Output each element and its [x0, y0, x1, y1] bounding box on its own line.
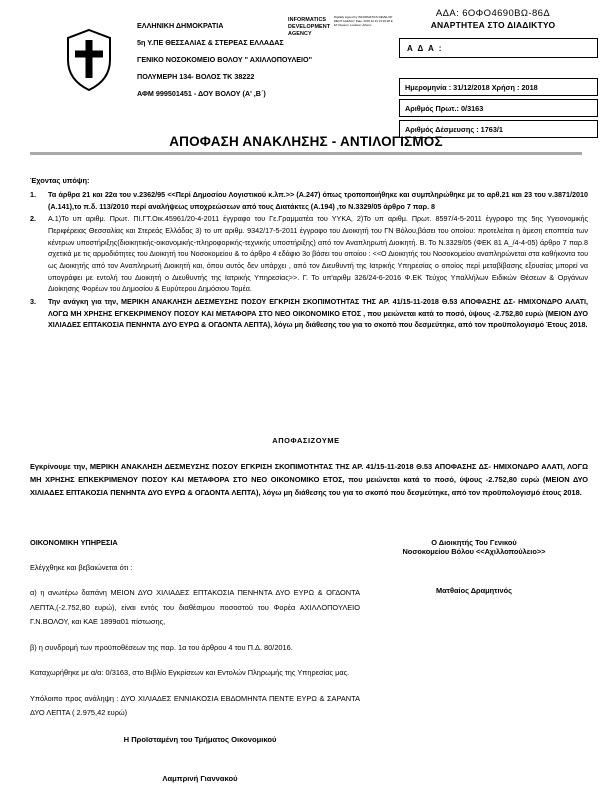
org-line-2: 5η Υ.ΠΕ ΘΕΣΣΑΛΙΑΣ & ΣΤΕΡΕΑΣ ΕΛΛΑΔΑΣ [137, 38, 284, 48]
financial-paragraph: β) η συνδρομή των προϋποθέσεων της παρ. 1α του άρθρου 4 του Π.Δ. 80/2016. [30, 642, 293, 652]
logo-line-3: AGENCY [288, 31, 312, 38]
org-line-5: ΑΦΜ 999501451 - ΔΟΥ ΒΟΛΟΥ (Α' ,Β΄) [137, 89, 266, 99]
body-lead: Έχοντας υπόψη: [30, 176, 90, 185]
director-title-line-2: Νοσοκομείου Βόλου <<Αχιλλοπούλειο>> [402, 547, 546, 556]
ada-header-block [388, 8, 598, 30]
legal-item [30, 296, 588, 331]
department-head-name: Λαμπρινή Γιαννακού [162, 774, 238, 783]
ada-field-box: Α Δ Α : [399, 38, 598, 58]
date-box: Ημερομηνία : 31/12/2018 Χρήση : 2018 [399, 78, 598, 96]
director-title-line-1: Ο Διοικητής Του Γενικού [431, 538, 517, 547]
ada-publication-notice: ΑΝΑΡΤΗΤΕΑ ΣΤΟ ΔΙΑΔΙΚΤΥΟ [430, 20, 556, 30]
decision-text: Εγκρίνουμε την, ΜΕΡΙΚΗ ΑΝΑΚΛΗΣΗ ΔΕΣΜΕΥΣΗΣ ΠΟΣΟΥ ΕΓΚΡΙΣΗ ΣΚΟΠΙΜΟΤΗΤΑΣ ΤΗΣ ΑΡ. 41/15-11-2018 Θ.53 ΑΠΟΦΑΣΗΣ ΔΣ- ΗΜΙΧΟΝΔΡΟ ΑΛΑΤΙ, ΛΟΓΩ ΜΗ ΧΡΗΣΗΣ ΕΠΚΕΚΡΙΜΕΝΟΥ ΠΟΣΟΥ ΚΑΙ ΜΕΤΑΦΟΡΑ ΣΤΟ ΝΕΟ ΟΙΚΟΝΟΜΙΚΟ ΕΤΟΣ, που μειώνεται κατά το ποσό, ύψους -2.752,80 ευρώ (ΜΕΙΟΝ ΔΥΟ ΧΙΛΙΑΔΕΣ ΕΠΤΑΚΟΣΙΑ ΠΕΝΗΝΤΑ ΔΥΟ ΕΥΡΩ & ΟΓΔΟΝΤΑ ΛΕΠΤΑ), λόγω μη διάθεσης του για το σκοπό που δεσμεύτηκε, από τον προϋπολογισμό έτους 2018. [30, 462, 588, 498]
financial-paragraph: Καταχωρήθηκε με α/α: 0/3163, στο Βιβλίο Εγκρίσεων και Εντολών Πληρωμής της Υπηρεσίας μας. [30, 668, 350, 678]
legal-item-text: Α.1)Το υπ αριθμ. Πρωτ. ΠΙ.ΓΤ.Οικ.45961/20-4-2011 έγγραφο του Γε.Γραμματέα του ΥΥΚΑ, 2)Το υπ αριθμ. Πρωτ. 8597/4-5-2011 έγγραφο της 5ης Υγειονομικής Περιφέρειας Θεσσαλίας και Στερεάς Ελλάδας 3) το υπ αριθμ. 9342/17-5-2011 έγγραφο του Διοικητή του ΓΝ Βόλου,βάσει του οποίου: προτελείται η άμεση εποπτεία των κέντρων υποστήριξης(διοικητικής-οικονομικής-πληροφορικής-τεχνικής υποστήριξης) από τον Αναπληρωτή Διοικητή. Β. Το Ν.3329/05 (ΦΕΚ 81 Α_/4-4-05) άρθρο 7 παρ.8 σχετικά με τις αρμοδιότητες του Διοικητή του Νοσοκομείου & το άρθρο 4 εδάφιο 3ο βάσει του οποίου : <<Ο Διοικητής του Νοσοκομείου αναπληρώνεται στα καθήκοντα του ως Διοικητής από τον Αναπληρωτή Διοικητή και, όπου αυτός δεν υπάρχει , από τον Διευθυντή της Ιατρικής Υπηρεσίας ο οποίος περί μεταβίβασης εξουσίας μπορεί να υπογράφει με εντολή του Διοικητή ο Διευθυντής της Ιατρικής Υπηρεσίας>>. Γ. Το υπ'αριθμ 326/24-6-2016 Φ.ΕΚ Τεύχος Υπαλλήλων Ειδικών Θέσεων & Οργάνων Διοίκησης Φορέων του Δημοσίου & Ευρύτερου Δημόσιου Τομέα. [48, 214, 588, 294]
financial-paragraph: Ελέγχθηκε και βεβαιώνεται ότι : [30, 563, 133, 572]
department-head-signature [30, 735, 370, 783]
page-title: ΑΠΟΦΑΣΗ ΑΝΑΚΛΗΣΗΣ - ΑΝΤΙΛΟΓΙΣΜΟΣ [169, 134, 443, 149]
logo-line-2: DEVELOPMENT [288, 24, 331, 31]
logo-line-1: INFORMATICS [288, 17, 327, 23]
org-line-3: ΓΕΝΙΚΟ ΝΟΣΟΚΟΜΕΙΟ ΒΟΛΟΥ " ΑΧΙΛΛΟΠΟΥΛΕΙΟ" [137, 55, 313, 65]
protocol-number-box: Αριθμός Πρωτ.: 0/3163 [399, 99, 598, 117]
financial-paragraph: α) η ανωτέρω δαπάνη ΜΕΙΟΝ ΔΥΟ ΧΙΛΙΑΔΕΣ ΕΠΤΑΚΟΣΙΑ ΠΕΝΗΝΤΑ ΔΥΟ ΕΥΡΩ & ΟΓΔΟΝΤΑ ΛΕΠΤΑ,(-2.752,80 ευρώ), είναι εντός του διαθέσιμου ποσοστού του Φορέα ΑΧΙΛΛΟΠΟΥΛΕΙΟ Γ.Ν.ΒΟΛΟΥ, και ΚΑΕ 1899α01 πίστωσης, [30, 588, 360, 627]
director-name: Ματθαίος Δραμητινός [435, 586, 512, 595]
ada-code: ΑΔΑ: 6ΟΦΟ4690ΒΩ-86Δ [435, 8, 551, 19]
director-signature-column [360, 538, 588, 732]
financial-paragraph: Υπόλοιπο προς ανάληψη : ΔΥΟ ΧΙΛΙΑΔΕΣ ΕΝΝΙΑΚΟΣΙΑ ΕΒΔΟΜΗΝΤΑ ΠΕΝΤΕ ΕΥΡΩ & ΣΑΡΑΝΤΑ ΔΥΟ ΛΕΠΤΑ ( 2.975,42 ευρώ) [30, 693, 360, 718]
greek-coat-of-arms-emblem [60, 26, 118, 94]
org-line-1: ΕΛΛΗΝΙΚΗ ΔΗΜΟΚΡΑΤΙΑ [137, 21, 224, 30]
document-info-boxes [399, 78, 598, 141]
decision-heading: ΑΠΟΦΑΣΙΖΟΥΜΕ [272, 436, 340, 445]
department-head-title: Η Προϊσταμένη του Τμήματος Οικονομικού [123, 735, 277, 744]
legal-item-number: 2. [30, 214, 36, 224]
document-title-band [30, 133, 582, 155]
organization-header [137, 22, 337, 107]
document-body [30, 176, 588, 332]
financial-service-heading: ΟΙΚΟΝΟΜΙΚΗ ΥΠΗΡΕΣΙΑ [30, 538, 118, 547]
signature-detail-text: Digitally signed by INFORMATICS DEVELOPMENT AGENCY Date: 2018.12.31 13:26:28 EET Reason: Location: Athens [334, 16, 393, 27]
legal-item [30, 189, 588, 212]
legal-item-text: Την ανάγκη για την, ΜΕΡΙΚΗ ΑΝΑΚΛΗΣΗ ΔΕΣΜΕΥΣΗΣ ΠΟΣΟΥ ΕΓΚΡΙΣΗ ΣΚΟΠΙΜΟΤΗΤΑΣ ΤΗΣ ΑΡ. 41/15-11-2018 Θ.53 ΑΠΟΦΑΣΗΣ ΔΣ- ΗΜΙΧΟΝΔΡΟ ΑΛΑΤΙ, ΛΟΓΩ ΜΗ ΧΡΗΣΗΣ ΕΓΚΕΚΡΙΜΕΝΟΥ ΠΟΣΟΥ ΚΑΙ ΜΕΤΑΦΟΡΑ ΣΤΟ ΝΕΟ ΟΙΚΟΝΟΜΙΚΟ ΕΤΟΣ , που μειώνεται κατά το ποσό, ύψους -2.752,80 ευρώ (ΜΕΙΟΝ ΔΥΟ ΧΙΛΙΑΔΕΣ ΕΠΤΑΚΟΣΙΑ ΠΕΝΗΝΤΑ ΔΥΟ ΕΥΡΩ & ΟΓΔΟΝΤΑ ΛΕΠΤΑ), λόγω μη διάθεσης του για το σκοπό που δεσμεύτηκε, από τον προϋπολογισμό Έτους 2018. [48, 296, 588, 330]
financial-service-column [30, 538, 360, 732]
legal-item-number: 1. [30, 190, 36, 199]
commitment-number-box: Αριθμός Δέσμευσης : 1763/1 [399, 120, 598, 138]
org-line-4: ΠΟΛΥΜΕΡΗ 134- ΒΟΛΟΣ ΤΚ 38222 [137, 72, 255, 82]
legal-item [30, 213, 588, 295]
legal-item-number: 3. [30, 296, 36, 306]
footer-columns [30, 538, 588, 732]
director-title [360, 538, 588, 556]
legal-item-text: Τα άρθρα 21 και 22α του ν.2362/95 <<Περί Δημοσίου Λογιστικού κ.λπ.>> (Α.247) όπως τροποποιήθηκε και συμπληρώθηκε με το αρθ.21 και 23 του ν.3871/2010 (Α.141),το π.δ. 113/2010 περί αναλήψεως υποχρεώσεων από τους Διατάκτες (Α.194) ,το Ν.3329/05 άρθρο 7 παρ. 8 [48, 190, 588, 211]
